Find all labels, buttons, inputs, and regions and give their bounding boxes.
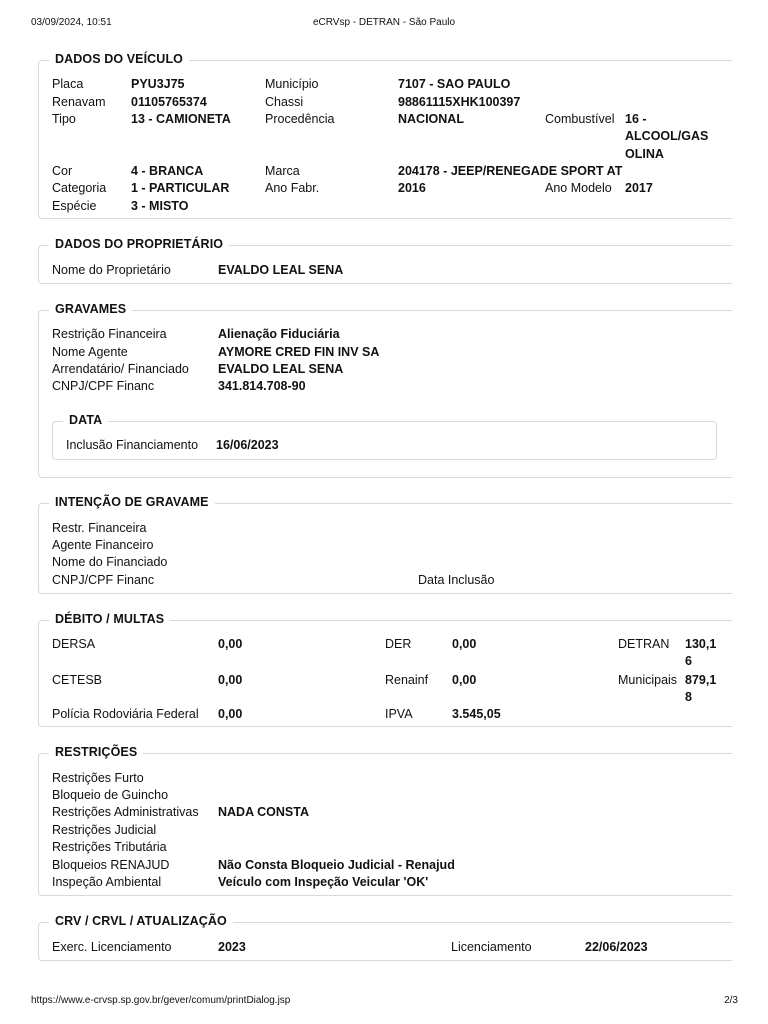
federal-highway-police-label: Polícia Rodoviária Federal: [52, 707, 199, 721]
section-title: CRV / CRVL / ATUALIZAÇÃO: [49, 914, 233, 928]
financial-restriction-value: Alienação Fiduciária: [218, 327, 340, 341]
plate-value: PYU3J75: [131, 77, 185, 91]
renajud-value: Não Consta Bloqueio Judicial - Renajud: [218, 858, 455, 872]
municipality-value: 7107 - SAO PAULO: [398, 77, 511, 91]
dersa-label: DERSA: [52, 637, 96, 651]
color-label: Cor: [52, 164, 73, 178]
section-title: RESTRIÇÕES: [49, 745, 143, 759]
intention-agent-label: Agente Financeiro: [52, 538, 154, 552]
species-label: Espécie: [52, 199, 97, 213]
page-title: eCRVsp - DETRAN - São Paulo: [312, 17, 456, 28]
type-value: 13 - CAMIONETA: [131, 112, 231, 126]
detran-value-line2: 6: [685, 654, 692, 668]
manufacture-year-label: Ano Fabr.: [265, 181, 320, 195]
footer-url: https://www.e-crvsp.sp.gov.br/gever/comum/printDialog.jsp: [31, 995, 291, 1006]
section-title: DADOS DO PROPRIETÁRIO: [49, 237, 229, 251]
origin-value: NACIONAL: [398, 112, 464, 126]
tax-restriction-label: Restrições Tributária: [52, 840, 167, 854]
brand-label: Marca: [265, 164, 300, 178]
intention-date-label: Data Inclusão: [418, 573, 495, 587]
financed-document-label: CNPJ/CPF Financ: [52, 379, 155, 393]
color-value: 4 - BRANCA: [131, 164, 204, 178]
lessee-label: Arrendatário/ Financiado: [52, 362, 189, 376]
renainf-value: 0,00: [452, 673, 477, 687]
renavam-label: Renavam: [52, 95, 106, 109]
fuel-value-line3: OLINA: [625, 147, 664, 161]
section-title: DADOS DO VEÍCULO: [49, 52, 189, 66]
chassis-value: 98861115XHK100397: [398, 95, 521, 109]
licensing-year-label: Exerc. Licenciamento: [52, 940, 172, 954]
agent-name-label: Nome Agente: [52, 345, 128, 359]
renavam-value: 01105765374: [131, 95, 207, 109]
species-value: 3 - MISTO: [131, 199, 189, 213]
page-number: 2/3: [724, 995, 738, 1006]
plate-label: Placa: [52, 77, 84, 91]
licensing-date-label: Licenciamento: [451, 940, 532, 954]
lessee-value: EVALDO LEAL SENA: [218, 362, 344, 376]
cetesb-value: 0,00: [218, 673, 243, 687]
cetesb-label: CETESB: [52, 673, 103, 687]
intention-financed-name-label: Nome do Financiado: [52, 555, 168, 569]
section-title: GRAVAMES: [49, 302, 132, 316]
judicial-restriction-label: Restrições Judicial: [52, 823, 157, 837]
environmental-inspection-label: Inspeção Ambiental: [52, 875, 162, 889]
environmental-inspection-value: Veículo com Inspeção Veicular 'OK': [218, 875, 429, 889]
ipva-value: 3.545,05: [452, 707, 501, 721]
origin-label: Procedência: [265, 112, 335, 126]
dersa-value: 0,00: [218, 637, 243, 651]
financial-restriction-label: Restrição Financeira: [52, 327, 167, 341]
category-label: Categoria: [52, 181, 107, 195]
category-value: 1 - PARTICULAR: [131, 181, 230, 195]
detran-label: DETRAN: [618, 637, 670, 651]
theft-restriction-label: Restrições Furto: [52, 771, 144, 785]
fuel-value-line1: 16 -: [625, 112, 647, 126]
manufacture-year-value: 2016: [398, 181, 426, 195]
admin-restriction-value: NADA CONSTA: [218, 805, 309, 819]
detran-value-line1: 130,1: [685, 637, 717, 651]
municipal-value-line1: 879,1: [685, 673, 717, 687]
municipal-value-line2: 8: [685, 690, 692, 704]
financing-inclusion-value: 16/06/2023: [216, 438, 279, 452]
municipal-label: Municipais: [618, 673, 678, 687]
chassis-label: Chassi: [265, 95, 304, 109]
agent-name-value: AYMORE CRED FIN INV SA: [218, 345, 380, 359]
subsection-title: DATA: [63, 413, 108, 427]
ipva-label: IPVA: [385, 707, 413, 721]
financed-document-value: 341.814.708-90: [218, 379, 306, 393]
type-label: Tipo: [52, 112, 76, 126]
fuel-value-line2: ALCOOL/GAS: [625, 129, 709, 143]
licensing-date-value: 22/06/2023: [585, 940, 648, 954]
model-year-value: 2017: [625, 181, 653, 195]
fuel-label: Combustível: [545, 112, 615, 126]
owner-name-label: Nome do Proprietário: [52, 263, 171, 277]
admin-restriction-label: Restrições Administrativas: [52, 805, 199, 819]
financing-inclusion-label: Inclusão Financiamento: [66, 438, 199, 452]
brand-value: 204178 - JEEP/RENEGADE SPORT AT: [398, 164, 623, 178]
der-label: DER: [385, 637, 412, 651]
renainf-label: Renainf: [385, 673, 429, 687]
renajud-label: Bloqueios RENAJUD: [52, 858, 170, 872]
municipality-label: Município: [265, 77, 319, 91]
section-title: DÉBITO / MULTAS: [49, 612, 170, 626]
model-year-label: Ano Modelo: [545, 181, 612, 195]
intention-document-label: CNPJ/CPF Financ: [52, 573, 155, 587]
tow-block-label: Bloqueio de Guincho: [52, 788, 169, 802]
federal-highway-police-value: 0,00: [218, 707, 243, 721]
section-title: INTENÇÃO DE GRAVAME: [49, 495, 215, 509]
licensing-year-value: 2023: [218, 940, 246, 954]
der-value: 0,00: [452, 637, 477, 651]
owner-name-value: EVALDO LEAL SENA: [218, 263, 344, 277]
print-datetime: 03/09/2024, 10:51: [31, 17, 112, 28]
intention-restriction-label: Restr. Financeira: [52, 521, 147, 535]
